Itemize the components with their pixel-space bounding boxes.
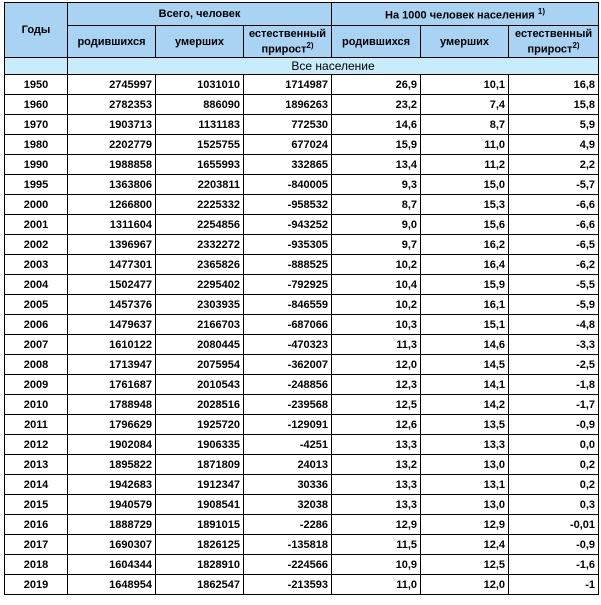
cell-births: 1479637 xyxy=(68,315,156,335)
cell-births: 1761687 xyxy=(68,375,156,395)
header-deaths-per1000: умерших xyxy=(421,26,509,58)
cell-births-per1000: 13,3 xyxy=(332,495,421,515)
cell-births: 1502477 xyxy=(68,275,156,295)
cell-natural-growth-per1000: -5,7 xyxy=(509,175,599,195)
table-row xyxy=(5,115,599,135)
header-year: Годы xyxy=(5,3,68,58)
cell-natural-growth: 1896263 xyxy=(244,95,332,115)
cell-deaths-per1000: 15,3 xyxy=(421,195,509,215)
section-spacer xyxy=(5,58,68,75)
cell-deaths: 1925720 xyxy=(156,415,244,435)
cell-births: 1648954 xyxy=(68,575,156,595)
cell-year: 2007 xyxy=(5,335,68,355)
cell-deaths: 2365826 xyxy=(156,255,244,275)
cell-deaths: 1826125 xyxy=(156,535,244,555)
cell-natural-growth: -935305 xyxy=(244,235,332,255)
cell-natural-growth-per1000: 4,9 xyxy=(509,135,599,155)
cell-natural-growth: -129091 xyxy=(244,415,332,435)
table-row xyxy=(5,195,599,215)
cell-births-per1000: 11,3 xyxy=(332,335,421,355)
cell-year: 2003 xyxy=(5,255,68,275)
cell-year: 2008 xyxy=(5,355,68,375)
cell-natural-growth-per1000: -6,5 xyxy=(509,235,599,255)
cell-natural-growth-per1000: -5,9 xyxy=(509,295,599,315)
table-row xyxy=(5,75,599,95)
section-title: Все население xyxy=(68,58,599,75)
cell-deaths-per1000: 12,5 xyxy=(421,555,509,575)
cell-births: 1477301 xyxy=(68,255,156,275)
cell-natural-growth-per1000: 0,0 xyxy=(509,435,599,455)
cell-year: 1960 xyxy=(5,95,68,115)
cell-year: 1995 xyxy=(5,175,68,195)
cell-year: 2015 xyxy=(5,495,68,515)
cell-deaths: 1031010 xyxy=(156,75,244,95)
cell-deaths-per1000: 13,0 xyxy=(421,455,509,475)
cell-natural-growth: -248856 xyxy=(244,375,332,395)
header-natural-growth: естественный прирост$^{2)}$ xyxy=(244,26,332,58)
cell-births: 1940579 xyxy=(68,495,156,515)
cell-natural-growth-per1000: 2,2 xyxy=(509,155,599,175)
cell-year: 2002 xyxy=(5,235,68,255)
cell-year: 2013 xyxy=(5,455,68,475)
table-row xyxy=(5,415,599,435)
cell-deaths-per1000: 11,0 xyxy=(421,135,509,155)
cell-natural-growth-per1000: 0,2 xyxy=(509,475,599,495)
header-births-per1000: родившихся xyxy=(332,26,421,58)
cell-natural-growth: -840005 xyxy=(244,175,332,195)
cell-natural-growth-per1000: -5,5 xyxy=(509,275,599,295)
cell-births-per1000: 14,6 xyxy=(332,115,421,135)
table-row xyxy=(5,475,599,495)
table-row xyxy=(5,575,599,595)
cell-births-per1000: 12,6 xyxy=(332,415,421,435)
cell-births-per1000: 12,3 xyxy=(332,375,421,395)
cell-deaths-per1000: 14,1 xyxy=(421,375,509,395)
cell-year: 2017 xyxy=(5,535,68,555)
cell-natural-growth-per1000: -6,6 xyxy=(509,215,599,235)
cell-natural-growth-per1000: -2,5 xyxy=(509,355,599,375)
cell-births: 1902084 xyxy=(68,435,156,455)
table-row xyxy=(5,535,599,555)
cell-deaths: 2225332 xyxy=(156,195,244,215)
cell-births: 1713947 xyxy=(68,355,156,375)
cell-births-per1000: 15,9 xyxy=(332,135,421,155)
cell-births-per1000: 13,3 xyxy=(332,475,421,495)
cell-natural-growth: 30336 xyxy=(244,475,332,495)
cell-natural-growth: 32038 xyxy=(244,495,332,515)
cell-natural-growth-per1000: 16,8 xyxy=(509,75,599,95)
cell-year: 1980 xyxy=(5,135,68,155)
cell-natural-growth-per1000: -1 xyxy=(509,575,599,595)
cell-year: 2001 xyxy=(5,215,68,235)
cell-births-per1000: 10,9 xyxy=(332,555,421,575)
cell-births-per1000: 12,9 xyxy=(332,515,421,535)
cell-deaths: 2295402 xyxy=(156,275,244,295)
cell-deaths-per1000: 10,1 xyxy=(421,75,509,95)
cell-deaths: 1908541 xyxy=(156,495,244,515)
cell-natural-growth: 677024 xyxy=(244,135,332,155)
cell-births-per1000: 8,7 xyxy=(332,195,421,215)
cell-natural-growth: -958532 xyxy=(244,195,332,215)
cell-deaths: 1828910 xyxy=(156,555,244,575)
cell-births: 1610122 xyxy=(68,335,156,355)
cell-births: 1457376 xyxy=(68,295,156,315)
cell-deaths-per1000: 13,3 xyxy=(421,435,509,455)
cell-natural-growth-per1000: -4,8 xyxy=(509,315,599,335)
table-row xyxy=(5,155,599,175)
cell-natural-growth: -213593 xyxy=(244,575,332,595)
cell-natural-growth-per1000: -1,6 xyxy=(509,555,599,575)
cell-deaths-per1000: 16,1 xyxy=(421,295,509,315)
header-per1000-group: На 1000 человек населения $^{1)}$ xyxy=(332,3,599,26)
table-row xyxy=(5,95,599,115)
cell-births: 1604344 xyxy=(68,555,156,575)
cell-deaths-per1000: 16,4 xyxy=(421,255,509,275)
cell-births: 1988858 xyxy=(68,155,156,175)
cell-deaths-per1000: 15,0 xyxy=(421,175,509,195)
cell-deaths: 2203811 xyxy=(156,175,244,195)
cell-natural-growth-per1000: -6,2 xyxy=(509,255,599,275)
cell-year: 1970 xyxy=(5,115,68,135)
cell-natural-growth: -687066 xyxy=(244,315,332,335)
cell-natural-growth: -224566 xyxy=(244,555,332,575)
cell-births-per1000: 13,4 xyxy=(332,155,421,175)
cell-deaths-per1000: 16,2 xyxy=(421,235,509,255)
cell-deaths: 1862547 xyxy=(156,575,244,595)
cell-deaths-per1000: 13,0 xyxy=(421,495,509,515)
cell-natural-growth-per1000: 15,8 xyxy=(509,95,599,115)
cell-natural-growth-per1000: -1,8 xyxy=(509,375,599,395)
cell-births-per1000: 13,3 xyxy=(332,435,421,455)
cell-natural-growth: -943252 xyxy=(244,215,332,235)
cell-natural-growth: 24013 xyxy=(244,455,332,475)
cell-births: 1396967 xyxy=(68,235,156,255)
cell-deaths: 2254856 xyxy=(156,215,244,235)
cell-births-per1000: 23,2 xyxy=(332,95,421,115)
cell-natural-growth: -362007 xyxy=(244,355,332,375)
cell-deaths-per1000: 15,9 xyxy=(421,275,509,295)
cell-year: 2011 xyxy=(5,415,68,435)
cell-deaths-per1000: 14,6 xyxy=(421,335,509,355)
cell-natural-growth-per1000: -0,9 xyxy=(509,415,599,435)
cell-births-per1000: 12,5 xyxy=(332,395,421,415)
cell-births-per1000: 9,3 xyxy=(332,175,421,195)
table-row xyxy=(5,135,599,155)
table-row xyxy=(5,495,599,515)
table-row xyxy=(5,215,599,235)
cell-natural-growth: -846559 xyxy=(244,295,332,315)
table-row xyxy=(5,555,599,575)
cell-births: 1888729 xyxy=(68,515,156,535)
cell-year: 2005 xyxy=(5,295,68,315)
cell-births: 1903713 xyxy=(68,115,156,135)
cell-natural-growth: -135818 xyxy=(244,535,332,555)
cell-births: 1796629 xyxy=(68,415,156,435)
cell-year: 2012 xyxy=(5,435,68,455)
cell-natural-growth-per1000: -6,6 xyxy=(509,195,599,215)
cell-year: 1990 xyxy=(5,155,68,175)
cell-births: 1311604 xyxy=(68,215,156,235)
table-row xyxy=(5,455,599,475)
table-row xyxy=(5,255,599,275)
cell-natural-growth-per1000: 5,9 xyxy=(509,115,599,135)
cell-births-per1000: 11,5 xyxy=(332,535,421,555)
cell-births: 1363806 xyxy=(68,175,156,195)
cell-deaths: 2303935 xyxy=(156,295,244,315)
cell-deaths-per1000: 15,1 xyxy=(421,315,509,335)
table-row xyxy=(5,315,599,335)
cell-natural-growth: -888525 xyxy=(244,255,332,275)
cell-year: 2006 xyxy=(5,315,68,335)
cell-deaths: 1525755 xyxy=(156,135,244,155)
cell-births: 2782353 xyxy=(68,95,156,115)
cell-births: 1266800 xyxy=(68,195,156,215)
cell-deaths-per1000: 13,5 xyxy=(421,415,509,435)
cell-natural-growth-per1000: 0,2 xyxy=(509,455,599,475)
cell-deaths-per1000: 12,4 xyxy=(421,535,509,555)
cell-natural-growth: 332865 xyxy=(244,155,332,175)
table-row xyxy=(5,355,599,375)
header-deaths: умерших xyxy=(156,26,244,58)
cell-deaths: 886090 xyxy=(156,95,244,115)
cell-births-per1000: 11,0 xyxy=(332,575,421,595)
cell-deaths: 1912347 xyxy=(156,475,244,495)
cell-deaths: 2075954 xyxy=(156,355,244,375)
cell-year: 2019 xyxy=(5,575,68,595)
cell-deaths: 1131183 xyxy=(156,115,244,135)
cell-deaths-per1000: 15,6 xyxy=(421,215,509,235)
cell-births: 1788948 xyxy=(68,395,156,415)
cell-births-per1000: 9,0 xyxy=(332,215,421,235)
cell-births: 2745997 xyxy=(68,75,156,95)
table-row xyxy=(5,375,599,395)
cell-deaths-per1000: 13,1 xyxy=(421,475,509,495)
table-row xyxy=(5,275,599,295)
cell-deaths: 1906335 xyxy=(156,435,244,455)
table-row xyxy=(5,175,599,195)
cell-births: 1895822 xyxy=(68,455,156,475)
cell-births-per1000: 10,2 xyxy=(332,295,421,315)
header-natural-growth-per1000: естественный прирост$^{2)}$ xyxy=(509,26,599,58)
cell-natural-growth: -4251 xyxy=(244,435,332,455)
cell-natural-growth: -239568 xyxy=(244,395,332,415)
cell-year: 2004 xyxy=(5,275,68,295)
cell-natural-growth-per1000: -1,7 xyxy=(509,395,599,415)
cell-births-per1000: 26,9 xyxy=(332,75,421,95)
cell-natural-growth-per1000: -0,01 xyxy=(509,515,599,535)
table-row xyxy=(5,395,599,415)
cell-natural-growth: 772530 xyxy=(244,115,332,135)
cell-deaths: 2332272 xyxy=(156,235,244,255)
cell-year: 2009 xyxy=(5,375,68,395)
cell-deaths-per1000: 7,4 xyxy=(421,95,509,115)
table-row xyxy=(5,235,599,255)
cell-deaths-per1000: 11,2 xyxy=(421,155,509,175)
cell-deaths: 2080445 xyxy=(156,335,244,355)
cell-births-per1000: 10,4 xyxy=(332,275,421,295)
cell-deaths-per1000: 14,5 xyxy=(421,355,509,375)
table-row xyxy=(5,335,599,355)
header-births: родившихся xyxy=(68,26,156,58)
cell-natural-growth: 1714987 xyxy=(244,75,332,95)
cell-births-per1000: 10,3 xyxy=(332,315,421,335)
cell-year: 2010 xyxy=(5,395,68,415)
cell-deaths: 2166703 xyxy=(156,315,244,335)
cell-year: 2014 xyxy=(5,475,68,495)
cell-births-per1000: 9,7 xyxy=(332,235,421,255)
cell-deaths: 2010543 xyxy=(156,375,244,395)
cell-natural-growth-per1000: -3,3 xyxy=(509,335,599,355)
cell-births-per1000: 12,0 xyxy=(332,355,421,375)
cell-births: 2202779 xyxy=(68,135,156,155)
cell-deaths-per1000: 14,2 xyxy=(421,395,509,415)
cell-natural-growth-per1000: -0,9 xyxy=(509,535,599,555)
cell-natural-growth: -470323 xyxy=(244,335,332,355)
cell-births: 1690307 xyxy=(68,535,156,555)
table-row xyxy=(5,435,599,455)
cell-deaths-per1000: 12,9 xyxy=(421,515,509,535)
cell-natural-growth: -792925 xyxy=(244,275,332,295)
table-row xyxy=(5,295,599,315)
cell-year: 2016 xyxy=(5,515,68,535)
cell-births-per1000: 10,2 xyxy=(332,255,421,275)
cell-year: 1950 xyxy=(5,75,68,95)
cell-natural-growth-per1000: 0,3 xyxy=(509,495,599,515)
table-row xyxy=(5,515,599,535)
cell-deaths-per1000: 8,7 xyxy=(421,115,509,135)
population-table xyxy=(4,2,599,595)
header-total-group: Всего, человек xyxy=(68,3,332,26)
cell-births-per1000: 13,2 xyxy=(332,455,421,475)
cell-year: 2018 xyxy=(5,555,68,575)
cell-year: 2000 xyxy=(5,195,68,215)
cell-births: 1942683 xyxy=(68,475,156,495)
cell-deaths-per1000: 12,0 xyxy=(421,575,509,595)
cell-deaths: 1655993 xyxy=(156,155,244,175)
cell-deaths: 2028516 xyxy=(156,395,244,415)
cell-deaths: 1871809 xyxy=(156,455,244,475)
cell-deaths: 1891015 xyxy=(156,515,244,535)
cell-natural-growth: -2286 xyxy=(244,515,332,535)
